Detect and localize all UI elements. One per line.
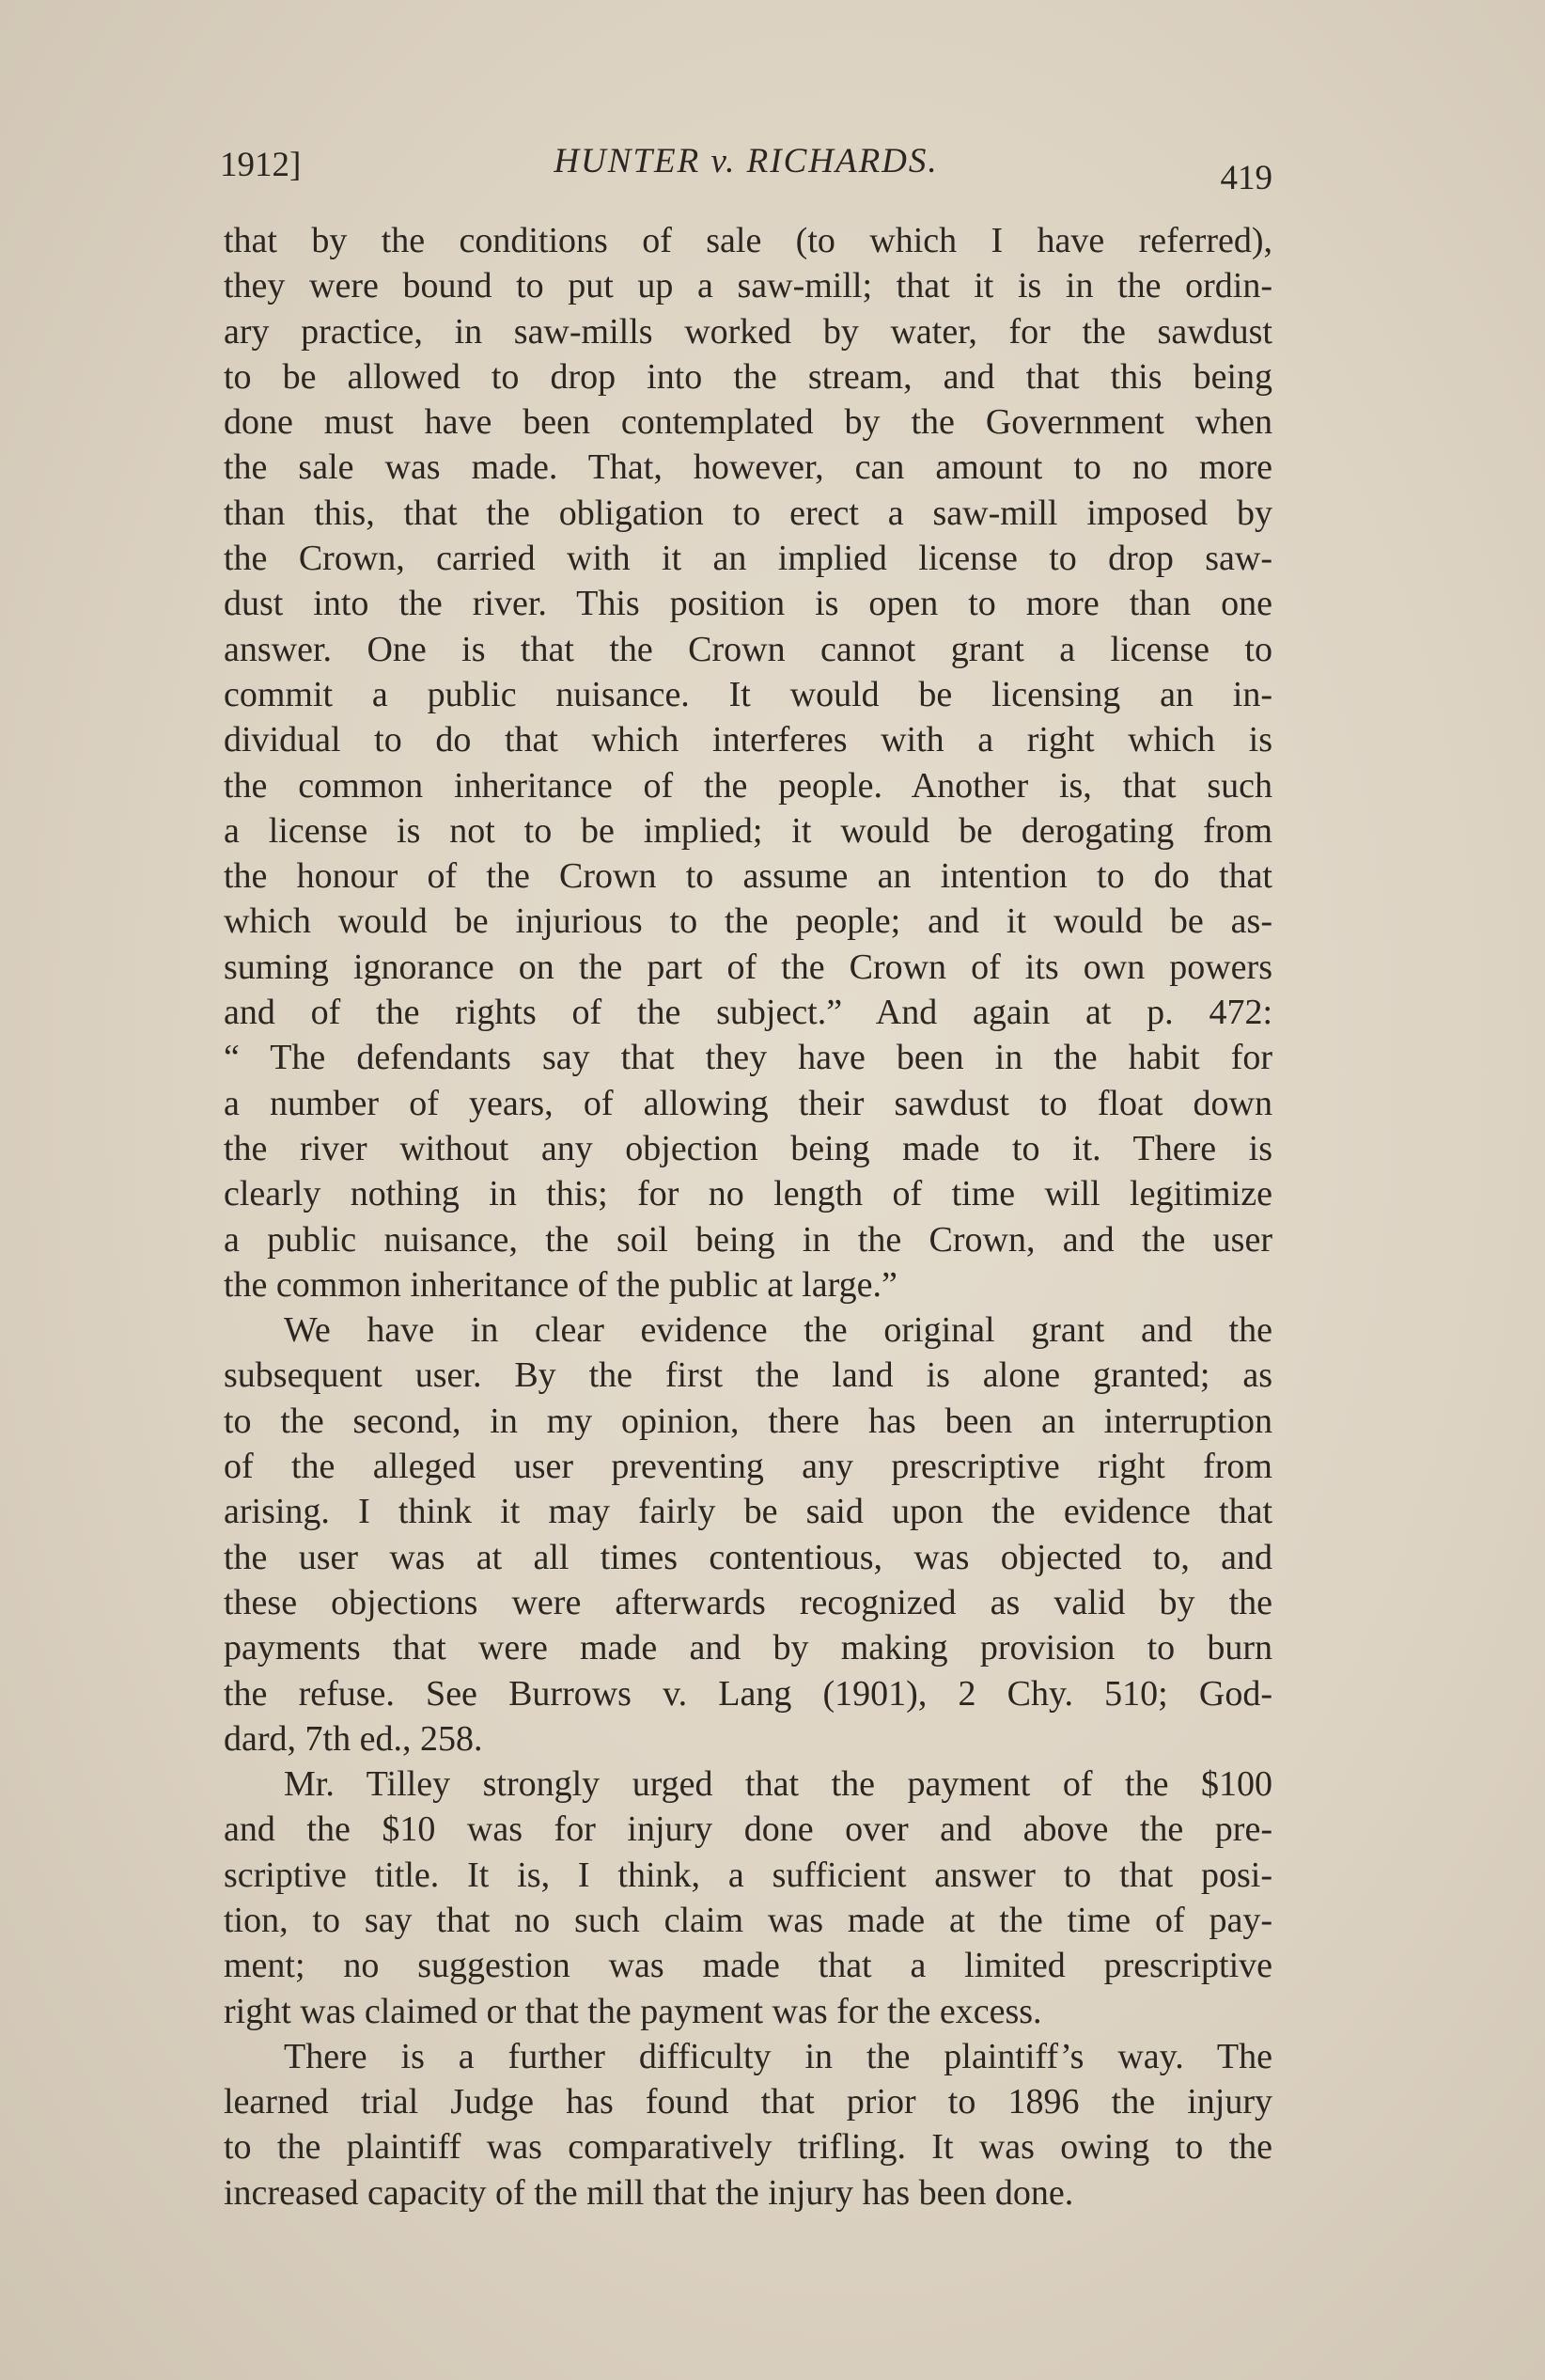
text-line: the common inheritance of the people. Another is, that such <box>224 765 1272 806</box>
text-line: suming ignorance on the part of the Crown of its own powers <box>224 947 1272 987</box>
text-line: right was claimed or that the payment was for the excess. <box>224 1991 1042 2031</box>
page-number: 419 <box>1220 159 1272 197</box>
text-line: learned trial Judge has found that prior to 1896 the injury <box>224 2082 1272 2122</box>
text-line: the common inheritance of the public at large.” <box>224 1264 897 1305</box>
text-line: that by the conditions of sale (to which I have referred), <box>224 221 1272 260</box>
text-line: dard, 7th ed., 258. <box>224 1718 483 1759</box>
text-line: the sale was made. That, however, can amount to no more <box>224 447 1272 488</box>
text-line: the Crown, carried with it an implied license to drop saw- <box>224 539 1272 579</box>
paragraph <box>224 1762 1272 2034</box>
text-line: payments that were made and by making provision to burn <box>224 1628 1272 1668</box>
body-text <box>224 218 1272 2216</box>
text-line: dividual to do that which interferes with a right which is <box>224 720 1272 760</box>
text-line: There is a further difficulty in the plaintiff’s way. The <box>284 2036 1272 2076</box>
text-line: subsequent user. By the first the land is alone granted; as <box>224 1355 1272 1396</box>
text-line: the river without any objection being made to it. There is <box>224 1128 1272 1168</box>
text-line: these objections were afterwards recognized as valid by the <box>224 1582 1272 1622</box>
text-line: ment; no suggestion was made that a limited prescriptive <box>224 1946 1272 1986</box>
page-header <box>220 141 1272 197</box>
text-line: a number of years, of allowing their sawdust to float down <box>224 1083 1272 1123</box>
text-line: and of the rights of the subject.” And again at p. 472: <box>224 993 1272 1033</box>
text-line: answer. One is that the Crown cannot grant a license to <box>224 629 1272 669</box>
text-line: arising. I think it may fairly be said upon the evidence that <box>224 1492 1272 1532</box>
text-line: to the plaintiff was comparatively trifling. It was owing to the <box>224 2127 1272 2168</box>
text-line: of the alleged user preventing any prescriptive right from <box>224 1447 1272 1487</box>
text-line: done must have been contemplated by the Government when <box>224 402 1272 443</box>
header-year: 1912] <box>220 146 302 184</box>
text-line: the honour of the Crown to assume an intention to do that <box>224 856 1272 897</box>
text-line: than this, that the obligation to erect a saw-mill imposed by <box>224 493 1272 533</box>
text-line: increased capacity of the mill that the injury has been done. <box>224 2172 1074 2213</box>
text-line: Mr. Tilley strongly urged that the payment of the $100 <box>284 1764 1272 1805</box>
text-line: the user was at all times contentious, was objected to, and <box>224 1537 1272 1577</box>
text-line: which would be injurious to the people; and it would be as- <box>224 901 1272 942</box>
paragraph <box>224 1307 1272 1762</box>
text-line: a license is not to be implied; it would be derogating from <box>224 810 1272 851</box>
text-line: tion, to say that no such claim was made at the time of pay- <box>224 1900 1272 1940</box>
text-line: and the $10 was for injury done over and above the pre- <box>224 1809 1272 1850</box>
text-line: commit a public nuisance. It would be licensing an in- <box>224 674 1272 714</box>
text-line: scriptive title. It is, I think, a sufficient answer to that posi- <box>224 1855 1272 1895</box>
text-line: clearly nothing in this; for no length of time will legitimize <box>224 1174 1272 1214</box>
text-line: to the second, in my opinion, there has been an interruption <box>224 1401 1272 1441</box>
running-title: HUNTER v. RICHARDS. <box>554 142 939 180</box>
text-line: the refuse. See Burrows v. Lang (1901), 2 Chy. 510; God- <box>224 1673 1272 1714</box>
text-line: dust into the river. This position is open to more than one <box>224 584 1272 624</box>
text-line: ary practice, in saw-mills worked by water, for the sawdust <box>224 311 1272 352</box>
text-line: “ The defendants say that they have been in the habit for <box>224 1038 1272 1078</box>
text-line: to be allowed to drop into the stream, and that this being <box>224 356 1272 397</box>
text-line: We have in clear evidence the original grant and the <box>284 1310 1272 1351</box>
paragraph <box>224 218 1272 1307</box>
text-line: they were bound to put up a saw-mill; that it is in the ordin- <box>224 266 1272 306</box>
paragraph <box>224 2034 1272 2216</box>
text-line: a public nuisance, the soil being in the Crown, and the user <box>224 1219 1272 1260</box>
